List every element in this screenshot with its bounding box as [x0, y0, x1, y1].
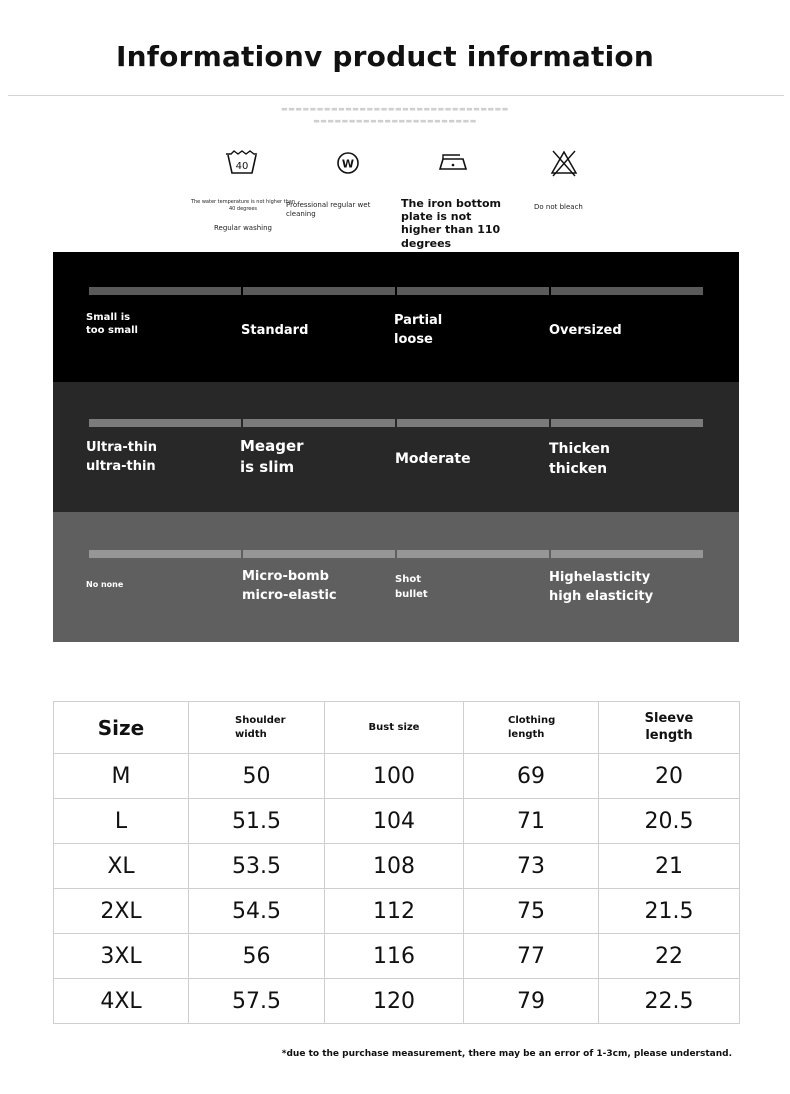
thickness-label-meager: Meager is slim	[240, 437, 304, 476]
elasticity-label-micro-elastic: Micro-bomb micro-elastic	[242, 569, 337, 603]
table-row	[54, 799, 740, 844]
table-row	[54, 889, 740, 934]
cell-bust: 100	[325, 754, 464, 799]
size-table-header-row	[54, 702, 740, 754]
cell-bust: 104	[325, 799, 464, 844]
cell-length: 79	[464, 979, 599, 1024]
thickness-scale-segment-3	[397, 419, 549, 427]
faint-decorative-line-1: ▬▬▬▬▬▬▬▬▬▬▬▬▬▬▬▬▬▬▬▬▬▬▬▬▬▬▬▬▬▬▬▬	[281, 105, 509, 113]
cell-size: 2XL	[54, 889, 189, 934]
thickness-band	[53, 382, 739, 512]
fit-scale-segment-2	[243, 287, 395, 295]
fit-scale-segment-3	[397, 287, 549, 295]
cell-size: 4XL	[54, 979, 189, 1024]
elasticity-scale-segment-2	[243, 550, 395, 558]
thickness-label-ultra-thin: Ultra-thin ultra-thin	[86, 440, 157, 474]
iron-low-icon	[433, 148, 473, 178]
cell-bust: 116	[325, 934, 464, 979]
header-shoulder-width: Shoulder width	[189, 702, 325, 754]
wash-40-icon-text: 40	[235, 161, 249, 172]
fit-label-partial-loose: Partial loose	[394, 313, 443, 347]
wet-clean-icon	[328, 148, 368, 178]
fit-label-oversized: Oversized	[549, 323, 622, 338]
page-title: Informationv product information	[116, 40, 654, 73]
cell-bust: 112	[325, 889, 464, 934]
header-clothing-length: Clothing length	[464, 702, 599, 754]
cell-length: 69	[464, 754, 599, 799]
cell-length: 73	[464, 844, 599, 889]
fit-scale-segment-4	[551, 287, 703, 295]
faint-decorative-line-2: ▬▬▬▬▬▬▬▬▬▬▬▬▬▬▬▬▬▬▬▬▬▬▬	[313, 117, 477, 125]
wet-clean-icon-text: W	[341, 157, 355, 171]
cell-shoulder: 51.5	[189, 799, 325, 844]
elasticity-band	[53, 512, 739, 642]
elasticity-scale-segment-4	[551, 550, 703, 558]
care-label-wet-cleaning: Professional regular wet cleaning	[286, 201, 371, 219]
title-divider	[8, 95, 784, 96]
header-sleeve-length: Sleeve length	[599, 702, 740, 754]
elasticity-label-none: No none	[86, 580, 124, 589]
elasticity-scale-segment-1	[89, 550, 241, 558]
cell-shoulder: 54.5	[189, 889, 325, 934]
cell-size: 3XL	[54, 934, 189, 979]
cell-sleeve: 20	[599, 754, 740, 799]
cell-bust: 120	[325, 979, 464, 1024]
cell-shoulder: 57.5	[189, 979, 325, 1024]
footnote: *due to the purchase measurement, there may be an error of 1-3cm, please understand.	[281, 1049, 732, 1059]
cell-shoulder: 53.5	[189, 844, 325, 889]
cell-sleeve: 22	[599, 934, 740, 979]
thickness-scale-segment-1	[89, 419, 241, 427]
cell-size: L	[54, 799, 189, 844]
cell-length: 77	[464, 934, 599, 979]
cell-sleeve: 22.5	[599, 979, 740, 1024]
cell-sleeve: 21.5	[599, 889, 740, 934]
cell-size: XL	[54, 844, 189, 889]
fit-label-standard: Standard	[241, 323, 309, 338]
table-row	[54, 934, 740, 979]
cell-length: 71	[464, 799, 599, 844]
table-row	[54, 979, 740, 1024]
cell-size: M	[54, 754, 189, 799]
wash-40-icon	[224, 148, 264, 178]
thickness-scale-segment-2	[243, 419, 395, 427]
cell-sleeve: 21	[599, 844, 740, 889]
care-label-iron: The iron bottom plate is not higher than 110 degrees	[401, 197, 502, 250]
cell-length: 75	[464, 889, 599, 934]
cell-bust: 108	[325, 844, 464, 889]
thickness-scale-segment-4	[551, 419, 703, 427]
no-bleach-icon	[544, 148, 584, 178]
table-row	[54, 754, 740, 799]
fit-scale-segment-1	[89, 287, 241, 295]
care-label-wash-temperature: The water temperature is not higher than 40 degrees	[190, 199, 296, 212]
table-row	[54, 844, 740, 889]
thickness-label-moderate: Moderate	[395, 451, 471, 467]
elasticity-label-high: Highelasticity high elasticity	[549, 570, 654, 604]
care-label-no-bleach: Do not bleach	[534, 203, 583, 211]
header-size: Size	[54, 702, 189, 754]
elasticity-scale-segment-3	[397, 550, 549, 558]
elasticity-label-shot-bullet: Shot bullet	[395, 574, 428, 600]
fit-band	[53, 252, 739, 382]
cell-sleeve: 20.5	[599, 799, 740, 844]
fit-label-small: Small is too small	[86, 312, 138, 336]
cell-shoulder: 50	[189, 754, 325, 799]
thickness-label-thicken: Thicken thicken	[549, 441, 611, 478]
cell-shoulder: 56	[189, 934, 325, 979]
care-label-regular-washing: Regular washing	[214, 224, 272, 232]
header-bust-size: Bust size	[325, 702, 464, 754]
size-table	[53, 701, 740, 1024]
